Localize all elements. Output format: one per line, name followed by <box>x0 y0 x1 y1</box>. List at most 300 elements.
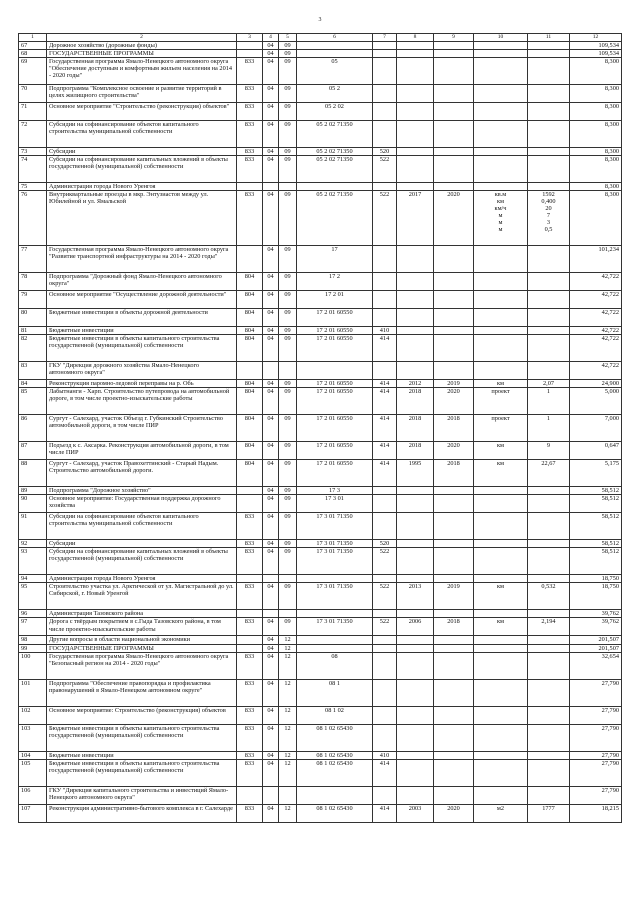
table-cell: 09 <box>279 327 297 335</box>
table-row <box>19 103 622 121</box>
table-cell: 69 <box>19 58 47 85</box>
table-cell: 09 <box>279 442 297 460</box>
table-cell: 2020 <box>434 191 474 246</box>
table-cell <box>373 724 397 751</box>
table-row <box>19 759 622 786</box>
table-cell: 42,722 <box>570 291 622 309</box>
table-cell: 04 <box>263 380 279 388</box>
table-cell <box>373 362 397 380</box>
table-cell: 833 <box>237 540 263 548</box>
table-cell: 94 <box>19 575 47 583</box>
table-cell: 04 <box>263 460 279 487</box>
table-cell <box>373 183 397 191</box>
table-cell: 102 <box>19 706 47 724</box>
table-cell <box>474 652 528 679</box>
table-cell: 05 2 02 71350 <box>297 156 373 183</box>
table-cell: 86 <box>19 415 47 442</box>
table-cell: 71 <box>19 103 47 121</box>
table-cell: 18,215 <box>570 804 622 822</box>
table-cell: Дорожное хозяйство (дорожные фонды) <box>47 42 237 50</box>
table-cell: Бюджетные инвестиции в объекты капитального строительства государственной (муниципальной) собственности <box>47 724 237 751</box>
table-cell: 97 <box>19 618 47 636</box>
table-cell: Основное мероприятие "Строительство (реконструкция) объектов" <box>47 103 237 121</box>
table-cell <box>397 362 434 380</box>
table-cell <box>528 487 570 495</box>
table-cell: 522 <box>373 618 397 636</box>
table-cell <box>528 362 570 380</box>
table-cell <box>397 291 434 309</box>
table-cell: 804 <box>237 309 263 327</box>
table-cell: 105 <box>19 759 47 786</box>
table-cell: 04 <box>263 724 279 751</box>
table-cell: 101,234 <box>570 246 622 273</box>
table-cell <box>373 309 397 327</box>
table-cell: 804 <box>237 327 263 335</box>
table-cell <box>373 786 397 804</box>
table-row <box>19 610 622 618</box>
column-header: 1 <box>19 34 47 42</box>
table-row <box>19 309 622 327</box>
table-cell: 93 <box>19 548 47 575</box>
table-cell: 39,762 <box>570 618 622 636</box>
table-cell: 12 <box>279 644 297 652</box>
table-cell: 2019 <box>434 380 474 388</box>
table-cell: 107 <box>19 804 47 822</box>
table-cell: 09 <box>279 548 297 575</box>
table-cell: 09 <box>279 388 297 415</box>
table-cell: 833 <box>237 751 263 759</box>
table-cell: ГОСУДАРСТВЕННЫЕ ПРОГРАММЫ <box>47 644 237 652</box>
table-cell <box>528 183 570 191</box>
table-cell <box>528 291 570 309</box>
table-cell: 04 <box>263 706 279 724</box>
table-cell <box>528 751 570 759</box>
table-cell: 09 <box>279 50 297 58</box>
table-cell <box>397 156 434 183</box>
table-cell <box>397 759 434 786</box>
table-cell: 833 <box>237 121 263 148</box>
table-cell: Бюджетные инвестиции <box>47 751 237 759</box>
table-cell: 27,790 <box>570 706 622 724</box>
table-cell: 17 2 01 60550 <box>297 415 373 442</box>
table-cell: Субсидии на софинансирование капитальных вложений в объекты государственной (муниципальной) собственности <box>47 548 237 575</box>
table-cell: 75 <box>19 183 47 191</box>
table-cell: 27,790 <box>570 751 622 759</box>
table-cell: 04 <box>263 156 279 183</box>
table-cell: 09 <box>279 583 297 610</box>
table-cell <box>297 636 373 644</box>
table-cell: 201,507 <box>570 644 622 652</box>
table-cell: 76 <box>19 191 47 246</box>
table-cell <box>397 42 434 50</box>
table-cell: 414 <box>373 804 397 822</box>
table-cell <box>397 246 434 273</box>
table-cell <box>474 85 528 103</box>
table-cell <box>474 362 528 380</box>
table-cell: 410 <box>373 751 397 759</box>
table-cell: Сургут - Салехард, участок Правохеттинский - Старый Надым. Строительство автомобильной дороги. <box>47 460 237 487</box>
table-cell: 0,647 <box>570 442 622 460</box>
table-cell <box>434 679 474 706</box>
table-cell: 804 <box>237 335 263 362</box>
table-row <box>19 442 622 460</box>
table-cell: 85 <box>19 388 47 415</box>
table-cell: 833 <box>237 103 263 121</box>
table-cell <box>528 513 570 540</box>
table-cell <box>397 751 434 759</box>
table-cell: 42,722 <box>570 309 622 327</box>
table-cell: 04 <box>263 513 279 540</box>
table-cell: 39,762 <box>570 610 622 618</box>
table-cell: 27,790 <box>570 786 622 804</box>
table-cell: 81 <box>19 327 47 335</box>
table-cell <box>528 335 570 362</box>
table-row <box>19 246 622 273</box>
table-cell <box>237 183 263 191</box>
table-cell: 2012 <box>397 380 434 388</box>
table-cell: 8,300 <box>570 191 622 246</box>
table-cell: 100 <box>19 652 47 679</box>
table-cell: Администрация Тазовского района <box>47 610 237 618</box>
table-cell <box>397 183 434 191</box>
table-cell <box>474 548 528 575</box>
table-cell: Основное мероприятие: Государственная поддержка дорожного хозяйства <box>47 495 237 513</box>
table-cell: 109,534 <box>570 42 622 50</box>
table-cell: 04 <box>263 388 279 415</box>
table-cell: 2018 <box>397 415 434 442</box>
table-cell: 95 <box>19 583 47 610</box>
table-cell <box>474 103 528 121</box>
table-cell: Государственная программа Ямало-Ненецкого автономного округа "Развитие транспортной инфраструктуры на 2014 - 2020 годы" <box>47 246 237 273</box>
table-cell: Субсидии на софинансирование объектов капитального строительства муниципальной собственности <box>47 513 237 540</box>
table-cell <box>373 121 397 148</box>
table-cell <box>434 759 474 786</box>
budget-table <box>18 33 622 823</box>
table-cell: 87 <box>19 442 47 460</box>
table-cell: 8,300 <box>570 121 622 148</box>
table-cell: 12 <box>279 636 297 644</box>
table-cell <box>279 610 297 618</box>
table-cell: 522 <box>373 191 397 246</box>
table-cell: 05 2 <box>297 85 373 103</box>
table-cell: 08 1 <box>297 679 373 706</box>
table-cell <box>474 291 528 309</box>
table-cell: 99 <box>19 644 47 652</box>
table-cell: км <box>474 380 528 388</box>
table-cell: 109,534 <box>570 50 622 58</box>
table-cell <box>373 487 397 495</box>
table-cell <box>237 362 263 380</box>
table-cell <box>434 751 474 759</box>
table-row <box>19 327 622 335</box>
table-cell <box>373 610 397 618</box>
table-cell: Субсидии <box>47 540 237 548</box>
table-cell: 414 <box>373 388 397 415</box>
table-cell: 12 <box>279 724 297 751</box>
table-cell: 12 <box>279 751 297 759</box>
table-cell <box>297 575 373 583</box>
table-cell: 42,722 <box>570 335 622 362</box>
table-cell <box>528 309 570 327</box>
table-cell: 42,722 <box>570 327 622 335</box>
table-cell: 08 1 02 65430 <box>297 759 373 786</box>
table-cell <box>373 273 397 291</box>
table-cell: 08 <box>297 652 373 679</box>
table-cell: 520 <box>373 540 397 548</box>
table-cell: 04 <box>263 42 279 50</box>
table-cell: 09 <box>279 191 297 246</box>
table-cell: 410 <box>373 327 397 335</box>
table-cell: кв.м км км/ч м м м <box>474 191 528 246</box>
table-cell <box>528 148 570 156</box>
table-cell <box>297 610 373 618</box>
table-cell <box>434 513 474 540</box>
table-cell <box>397 724 434 751</box>
table-cell: 74 <box>19 156 47 183</box>
table-cell: 8,300 <box>570 183 622 191</box>
table-cell: 09 <box>279 487 297 495</box>
table-cell: 7,000 <box>570 415 622 442</box>
table-row <box>19 583 622 610</box>
table-cell: 17 2 01 60550 <box>297 309 373 327</box>
table-cell <box>373 291 397 309</box>
table-cell <box>474 724 528 751</box>
table-cell: Основное мероприятие "Осуществление дорожной деятельности" <box>47 291 237 309</box>
table-cell: 09 <box>279 103 297 121</box>
table-cell: 833 <box>237 156 263 183</box>
table-cell: 18,750 <box>570 583 622 610</box>
table-cell: 09 <box>279 156 297 183</box>
table-cell <box>373 513 397 540</box>
table-cell: 09 <box>279 618 297 636</box>
table-cell: 414 <box>373 759 397 786</box>
table-cell: 2017 <box>397 191 434 246</box>
table-cell: Подпрограмма "Дорожное хозяйство" <box>47 487 237 495</box>
table-cell <box>397 679 434 706</box>
table-cell <box>434 652 474 679</box>
table-cell: 833 <box>237 58 263 85</box>
table-cell: 833 <box>237 618 263 636</box>
table-row <box>19 548 622 575</box>
table-cell <box>474 156 528 183</box>
table-row <box>19 679 622 706</box>
table-row <box>19 652 622 679</box>
table-cell: 2019 <box>434 583 474 610</box>
table-cell <box>434 273 474 291</box>
table-cell: 414 <box>373 415 397 442</box>
table-cell <box>434 610 474 618</box>
table-cell: км <box>474 583 528 610</box>
table-cell <box>474 751 528 759</box>
table-cell: 58,512 <box>570 487 622 495</box>
table-cell: 12 <box>279 804 297 822</box>
table-cell: 522 <box>373 156 397 183</box>
table-cell <box>434 148 474 156</box>
table-row <box>19 121 622 148</box>
table-cell <box>474 327 528 335</box>
table-cell: 04 <box>263 58 279 85</box>
table-cell: 08 1 02 65430 <box>297 804 373 822</box>
table-cell: 833 <box>237 191 263 246</box>
table-cell: 833 <box>237 548 263 575</box>
table-cell <box>434 50 474 58</box>
table-cell: 09 <box>279 513 297 540</box>
table-row <box>19 804 622 822</box>
table-cell <box>474 148 528 156</box>
table-row <box>19 362 622 380</box>
table-cell: 27,790 <box>570 679 622 706</box>
table-cell: 77 <box>19 246 47 273</box>
table-cell <box>297 50 373 58</box>
table-cell: 804 <box>237 380 263 388</box>
table-cell <box>474 309 528 327</box>
table-cell: 104 <box>19 751 47 759</box>
table-cell: 80 <box>19 309 47 327</box>
table-cell: 17 2 01 <box>297 291 373 309</box>
table-cell: Подъезд к с. Аксарка. Реконструкция автомобильной дороги, в том числе ПИР <box>47 442 237 460</box>
table-cell <box>528 575 570 583</box>
table-cell: 2003 <box>397 804 434 822</box>
table-cell <box>474 246 528 273</box>
table-cell: 833 <box>237 679 263 706</box>
table-cell <box>434 644 474 652</box>
table-cell <box>297 786 373 804</box>
table-cell: 09 <box>279 291 297 309</box>
table-cell: 414 <box>373 335 397 362</box>
table-cell: 17 3 01 71350 <box>297 618 373 636</box>
table-cell <box>373 42 397 50</box>
table-cell: 17 3 01 71350 <box>297 583 373 610</box>
table-cell <box>237 487 263 495</box>
table-cell <box>397 548 434 575</box>
table-cell: Реконструкция административно-бытового комплекса в г. Салехарде <box>47 804 237 822</box>
table-cell: Строительство участка ул. Арктической от ул. Магистральной до ул. Сибирской, г. Новый Уренгой <box>47 583 237 610</box>
table-cell: 04 <box>263 148 279 156</box>
table-cell: 09 <box>279 495 297 513</box>
table-row <box>19 618 622 636</box>
table-cell: Лабытнанги - Харп. Строительство путепровода на автомобильной дороге, в том числе проектно-изыскательские работы <box>47 388 237 415</box>
table-cell: 17 2 01 60550 <box>297 442 373 460</box>
table-cell: 04 <box>263 85 279 103</box>
table-cell <box>373 50 397 58</box>
table-cell: 1 <box>528 415 570 442</box>
table-cell <box>474 513 528 540</box>
table-cell <box>434 575 474 583</box>
table-row <box>19 335 622 362</box>
table-cell <box>434 706 474 724</box>
table-row <box>19 460 622 487</box>
table-cell <box>279 786 297 804</box>
column-header: 9 <box>434 34 474 42</box>
table-cell <box>297 183 373 191</box>
table-cell <box>373 652 397 679</box>
table-cell: 04 <box>263 495 279 513</box>
table-cell <box>528 724 570 751</box>
table-cell: км <box>474 442 528 460</box>
table-cell <box>397 495 434 513</box>
table-cell: ГКУ "Дирекция капитального строительства и инвестиций Ямало-Ненецкого автономного округа" <box>47 786 237 804</box>
table-row <box>19 540 622 548</box>
table-cell <box>528 495 570 513</box>
column-header: 2 <box>47 34 237 42</box>
table-cell <box>373 575 397 583</box>
table-cell <box>474 759 528 786</box>
table-cell <box>528 246 570 273</box>
table-cell: 17 3 01 71350 <box>297 540 373 548</box>
table-cell <box>528 644 570 652</box>
table-cell <box>474 50 528 58</box>
table-cell <box>397 58 434 85</box>
table-cell <box>397 644 434 652</box>
table-cell: 2018 <box>397 442 434 460</box>
table-cell <box>237 575 263 583</box>
table-cell <box>373 644 397 652</box>
table-cell <box>373 706 397 724</box>
page-number: 3 <box>318 17 322 23</box>
table-cell: 04 <box>263 327 279 335</box>
table-cell: Государственная программа Ямало-Ненецкого автономного округа "Безопасный регион на 2014 - 2020 годы" <box>47 652 237 679</box>
table-cell: 58,512 <box>570 540 622 548</box>
table-cell <box>397 273 434 291</box>
table-cell: Внутриквартальные проезды в мкр. Энтузиастов между ул. Юбилейной и ул. Ямальской <box>47 191 237 246</box>
table-cell <box>528 540 570 548</box>
table-cell <box>237 50 263 58</box>
table-cell: 17 2 <box>297 273 373 291</box>
table-cell: 83 <box>19 362 47 380</box>
table-cell <box>528 652 570 679</box>
table-cell <box>434 724 474 751</box>
table-cell: 22,67 <box>528 460 570 487</box>
table-cell <box>373 246 397 273</box>
table-cell <box>474 58 528 85</box>
table-row <box>19 50 622 58</box>
table-cell: Реконструкция паромно-ледовой переправы на р. Обь <box>47 380 237 388</box>
table-cell: 833 <box>237 85 263 103</box>
table-cell: 09 <box>279 58 297 85</box>
table-cell: 414 <box>373 380 397 388</box>
table-cell: 58,512 <box>570 548 622 575</box>
column-header: 10 <box>474 34 528 42</box>
table-cell: 84 <box>19 380 47 388</box>
table-cell: 1995 <box>397 460 434 487</box>
table-cell: 92 <box>19 540 47 548</box>
table-cell <box>474 644 528 652</box>
table-row <box>19 58 622 85</box>
table-row <box>19 636 622 644</box>
table-cell <box>373 636 397 644</box>
table-cell <box>237 636 263 644</box>
table-cell <box>237 644 263 652</box>
table-cell <box>397 148 434 156</box>
table-cell <box>279 362 297 380</box>
table-row <box>19 513 622 540</box>
table-cell: 09 <box>279 273 297 291</box>
table-cell <box>297 362 373 380</box>
table-cell: 2006 <box>397 618 434 636</box>
table-cell <box>237 786 263 804</box>
table-cell <box>434 156 474 183</box>
table-cell: Бюджетные инвестиции в объекты капитального строительства государственной (муниципальной) собственности <box>47 335 237 362</box>
table-cell <box>397 335 434 362</box>
table-cell: 8,300 <box>570 103 622 121</box>
table-cell: ГОСУДАРСТВЕННЫЕ ПРОГРАММЫ <box>47 50 237 58</box>
table-cell <box>373 679 397 706</box>
table-cell <box>397 487 434 495</box>
table-cell <box>474 706 528 724</box>
table-cell: 522 <box>373 548 397 575</box>
table-cell <box>279 183 297 191</box>
table-cell: 09 <box>279 121 297 148</box>
